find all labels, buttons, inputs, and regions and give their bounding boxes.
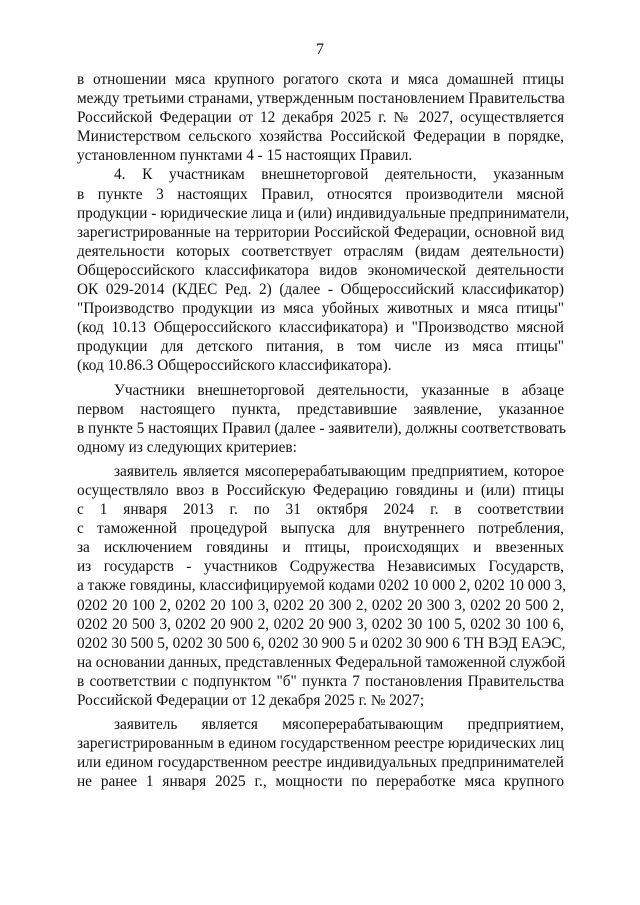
text-line: заявитель является мясоперерабатывающим предприятием,: [114, 716, 564, 734]
text-line: 0202 20 500 3, 0202 20 900 2, 0202 20 900 3, 0202 30 100 5, 0202 30 100 6,: [77, 615, 564, 633]
text-line: Общероссийского классификатора видов экономической деятельности: [77, 261, 564, 279]
text-line: продукции для детского питания, в том числе из мяса птицы": [77, 338, 564, 356]
text-line: в отношении мяса крупного рогатого скота и мяса домашней птицы: [77, 71, 564, 88]
text-line: (код 10.13 Общероссийского классификатора) и "Производство мясной: [77, 319, 564, 337]
text-line: зарегистрированным в едином государственном реестре юридических лиц: [77, 735, 564, 753]
document-body: [77, 70, 570, 791]
text-line: за исключением говядины и птицы, происходящих и ввезенных: [77, 539, 564, 557]
text-line: с таможенной процедурой выпуска для внутреннего потребления,: [77, 520, 564, 538]
text-line: Министерством сельского хозяйства Российской Федерации в порядке,: [77, 128, 564, 146]
paragraph-continuation: [77, 70, 564, 165]
paragraph-criterion-2: [77, 715, 564, 791]
text-line: (код 10.86.3 Общероссийского классификатора).: [77, 357, 392, 375]
text-line: или едином государственном реестре индивидуальных предпринимателей: [77, 754, 564, 772]
text-line: одному из следующих критериев:: [77, 438, 297, 456]
page-number: 7: [316, 41, 324, 58]
text-line: в пункте 5 настоящих Правил (далее - заявители), должны соответствовать: [77, 419, 566, 437]
text-line: деятельности которых соответствует отраслям (видам деятельности): [77, 242, 564, 260]
text-line: продукции - юридические лица и (или) индивидуальные предприниматели,: [77, 204, 570, 222]
paragraph-participants: [77, 381, 564, 457]
paragraph-clause-4: [77, 165, 570, 375]
text-line: осуществляло ввоз в Российскую Федерацию говядины и (или) птицы: [77, 481, 564, 499]
text-line: "Производство продукции из мяса убойных животных и мяса птицы": [77, 300, 564, 318]
text-line: в соответствии с подпунктом "б" пункта 7 постановления Правительства: [77, 672, 564, 690]
paragraph-criterion-1: [77, 462, 564, 710]
text-line: Российской Федерации от 12 декабря 2025 г. № 2027, осуществляется: [77, 109, 564, 127]
text-line: не ранее 1 января 2025 г., мощности по переработке мяса крупного: [77, 773, 564, 791]
text-line: из государств - участников Содружества Независимых Государств,: [77, 558, 564, 576]
text-line: 0202 30 500 5, 0202 30 500 6, 0202 30 900 5 и 0202 30 900 6 ТН ВЭД ЕАЭС,: [77, 634, 566, 652]
text-line: первом настоящего пункта, представившие заявление, указанное: [77, 400, 564, 418]
text-line: заявитель является мясоперерабатывающим предприятием, которое: [114, 462, 564, 480]
text-line: установленном пунктами 4 - 15 настоящих Правил.: [77, 147, 413, 165]
text-line: между третьими странами, утвержденным постановлением Правительства: [77, 90, 565, 108]
text-line: 4. К участникам внешнеторговой деятельности, указанным: [114, 166, 564, 184]
text-line: Участники внешнеторговой деятельности, указанные в абзаце: [114, 381, 564, 399]
text-line: а также говядины, классифицируемой кодами 0202 10 000 2, 0202 10 000 3,: [77, 577, 566, 595]
text-line: в пункте 3 настоящих Правил, относятся производители мясной: [77, 185, 564, 203]
text-line: Российской Федерации от 12 декабря 2025 г. № 2027;: [77, 692, 425, 709]
text-line: 0202 20 100 2, 0202 20 100 3, 0202 20 300 2, 0202 20 300 3, 0202 20 500 2,: [77, 596, 564, 614]
text-line: ОК 029-2014 (КДЕС Ред. 2) (далее - Общероссийский классификатор): [77, 281, 564, 299]
text-line: с 1 января 2013 г. по 31 октября 2024 г. в соответствии: [77, 501, 564, 519]
text-line: на основании данных, представленных Федеральной таможенной службой: [77, 653, 566, 671]
text-line: зарегистрированные на территории Российской Федерации, основной вид: [77, 223, 564, 241]
